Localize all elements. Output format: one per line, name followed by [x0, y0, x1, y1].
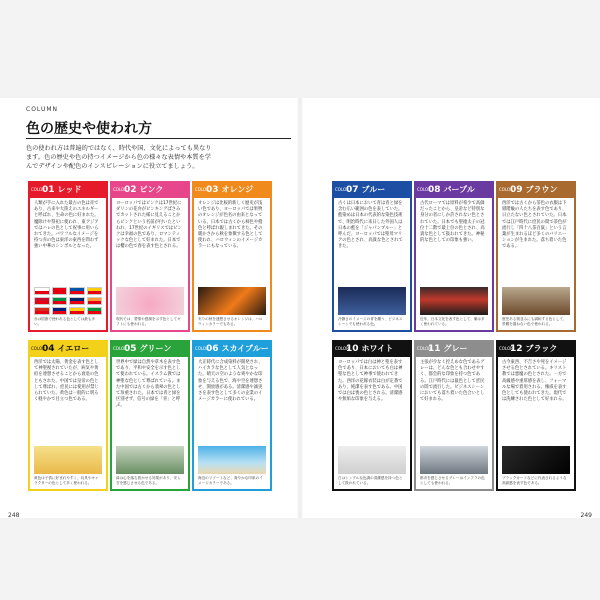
card-color-label: COLOR [195, 186, 209, 192]
flag-icon [34, 287, 50, 295]
card-photo [502, 446, 570, 474]
color-card-06 [192, 340, 272, 491]
card-body-text: 西洋では古くから茶色の衣服は下層階級の人たちを表す色であり、日立たない色とされていた。日本では江戸時代に庶民の間で茶色が流行し「四十八茶百鼠」という言葉が生まれるほど多くのバリエーションが生まれた。落ち着いた色である。 [502, 201, 567, 250]
card-number: 12 [510, 343, 523, 354]
card-body-text: 古代ローマでは原料が希少で高価だったことから、皇帝など特別な身分の者にしか許されない色とされていた。日本でも聖徳太子の冠位十二階で最上位の色とされ、高貴な色として扱われてきた。神秘的な色としての印象も強い。 [420, 201, 485, 244]
card-body-text: 大正時代に合成染料が開発され、ハイカラな色として人気となった。晴天の空のような爽やかな印象を与える色で、海や空を連想させ、開放感がある。清潔感や誠実さを表す色として多くの企業のイメージカラーに使われている。 [198, 360, 263, 403]
card-photo [34, 446, 102, 474]
flag-icon [52, 307, 68, 315]
card-header [332, 181, 412, 198]
card-caption: 都市を感じさせるグレーはインフラの色としても使われる。 [420, 476, 485, 485]
card-color-label: COLOR [499, 186, 513, 192]
card-caption: 白はシンプルな色調の清潔感を持つ色として扱われている。 [338, 476, 403, 485]
card-number: 07 [346, 184, 359, 195]
column-label: COLUMN [26, 106, 59, 113]
flag-icon [87, 307, 103, 315]
card-color-label: COLOR [417, 186, 431, 192]
flag-icon [87, 287, 103, 295]
card-number: 10 [346, 343, 359, 354]
card-number: 03 [206, 184, 219, 195]
color-card-01 [28, 181, 108, 332]
card-photo [420, 446, 488, 474]
card-body-text: 西洋では太陽、黄金を表す色として神聖視されていたが、病気や黄疸を連想させることから衰退の色ともされた。中国では皇帝の色として尊ばれ、庶民には使用が禁じられていた。黄色は一般的に明るく軽やかで目立つ色である。 [34, 360, 99, 403]
card-header [192, 340, 272, 357]
card-color-name: オレンジ [221, 185, 254, 194]
card-caption: 歴史ある街並みにも調和する色として、景観を損ねない色で使われる。 [502, 317, 567, 326]
card-number: 01 [42, 184, 55, 195]
card-header [192, 181, 272, 198]
card-color-name: ピンク [139, 185, 164, 194]
card-body-text: 古今東西、不吉さや死をイメージさせる色とされている。キリスト教では悪魔の色とされた。一方で高級感や重厚感を表し、フォーマルな場で着用される。権威を表す色としても使われてきた。現代では洗練された色として好まれる。 [502, 360, 567, 403]
card-color-name: ホワイト [361, 344, 394, 353]
card-photo [502, 287, 570, 315]
lead-text: 色の使われ方は普遍的ではなく、時代や国、文化によっても異なります。色の歴史や色の持つイメージから色の様々な表情や本質を学んでデザインや配色のインスピレーションに役立てましょう。 [26, 145, 212, 170]
card-header [28, 340, 108, 357]
card-caption: 実りの秋を連想させるオレンジは、ハロウィンカラーでもある。 [198, 317, 263, 326]
card-header [496, 181, 576, 198]
card-color-label: COLOR [499, 345, 513, 351]
card-color-name: レッド [57, 185, 82, 194]
card-color-name: スカイブルー [221, 344, 269, 353]
card-color-name: グリーン [139, 344, 172, 353]
card-header [414, 181, 494, 198]
page-number-left: 248 [8, 512, 20, 519]
card-color-label: COLOR [31, 345, 45, 351]
card-color-name: ブルー [361, 185, 386, 194]
card-number: 08 [428, 184, 441, 195]
page-title: 色の歴史や使われ方 [26, 121, 152, 137]
flag-icon [69, 297, 85, 305]
flag-icon [34, 307, 50, 315]
title-divider [26, 138, 291, 139]
color-card-04 [28, 340, 108, 491]
card-header [496, 340, 576, 357]
card-body-text: ヨーロッパではピンクは17世紀にダリンの花弁がピンキングばさみでカットされた様に見えることからピンクという名前が付いたといわれ、17世紀のイギリスではピンクは幸福の色であり、ロマンティックな色として好まれた。日本では櫻の色で春を表す色とされる。 [116, 201, 182, 250]
card-caption: ブラックカードなどに代表されるような高級感を表す色である。 [502, 476, 567, 485]
card-body-text: 主張が少なく控えめな色であるグレーは、どんな色とも合わせやすく、都会的な印象を持つ色である。江戸時代には鼠色として庶民の間で流行した。ビジネスシーンにおいても落ち着いた色合いとして好まれる。 [420, 360, 485, 403]
card-caption: 緑は心を落ち着かせる効果があり、安らぎを感じさせる色である。 [116, 476, 181, 485]
card-header [332, 340, 412, 357]
card-body-text: ヨーロッパでは白は神と聖を表す色であり、日本においても白は神聖な色として神事で使われてきた。西洋の花嫁衣装は白が定番であり、純潔を表す色である。中国では白は喪の色とされる。清潔感や無垢な印象を与える。 [338, 360, 403, 403]
card-body-text: 古くは日本において青は青と緑を含む広い範囲の色を表していた。藍染めは日本の代表的な染色技術で、明治時代に来日した外国人は日本の藍を「ジャパンブルー」と呼んだ。ヨーロッパでは聖母マリアの色とされ、高貴な色とされてきた。 [338, 201, 403, 250]
card-photo [116, 287, 184, 315]
card-photo [198, 287, 266, 315]
page-number-right: 249 [580, 512, 592, 519]
card-photo [198, 446, 266, 474]
card-body-text: 人類が手に入れた最古の色は赤であり、古来や大陸えのエネルギーと呼ばれ、生命の色に好まれた。魔除けや祭祀に使われ、東アジアではハレの色として祝事に用いられてきた。バワフルなイメージを持つ赤の色は東洋の東西を問わず強い中華のシンボルとなった。 [34, 201, 99, 250]
color-card-09 [496, 181, 576, 332]
card-color-name: ブラウン [525, 185, 558, 194]
flag-icon [52, 287, 68, 295]
card-body-text: オレンジは比較的新しく歴史が浅い色であり、ヨーロッパでは果物のオレンジが色名の由来となっている。日本では古くから柿色や橙色と呼ばれ親しまれてきた。その暖かさから秋を象徴する色として使われ、ハロウィンのイメージカラーにもなっている。 [198, 201, 263, 250]
card-color-label: COLOR [195, 345, 209, 351]
flag-icon [34, 297, 50, 305]
card-color-label: COLOR [31, 186, 45, 192]
card-caption: 冷静さのイメージの青を纏う、ビジネスシーンでも使われる色。 [338, 317, 403, 326]
card-color-label: COLOR [335, 186, 349, 192]
card-number: 06 [206, 343, 219, 354]
card-color-name: ブラック [525, 344, 558, 353]
card-header [28, 181, 108, 198]
card-photo [34, 287, 102, 315]
card-caption: 近年、日本文化を表す色として、紫は多く使われている。 [420, 317, 485, 326]
card-header [110, 340, 190, 357]
flag-icon [87, 297, 103, 305]
card-color-label: COLOR [113, 186, 127, 192]
card-caption: 赤は国旗で使われる色としては最も多い。 [34, 317, 96, 326]
color-card-08 [414, 181, 494, 332]
card-color-name: イエロー [57, 344, 90, 353]
card-caption: 黄色は子供に好まれやすく、玩具やキャラクターの色として多く使われる。 [34, 476, 99, 485]
color-card-07 [332, 181, 412, 332]
card-color-label: COLOR [113, 345, 127, 351]
card-color-name: グレー [443, 344, 468, 353]
color-card-11 [414, 340, 494, 491]
card-photo [116, 446, 184, 474]
color-card-10 [332, 340, 412, 491]
color-card-05 [110, 340, 190, 491]
color-card-03 [192, 181, 272, 332]
color-card-12 [496, 340, 576, 491]
card-photo [338, 446, 406, 474]
card-number: 11 [428, 343, 441, 354]
flag-icon [69, 307, 85, 315]
card-caption: 現代では、愛情や感謝を示す色としてギフトにも使われる。 [116, 317, 181, 326]
card-header [110, 181, 190, 198]
card-color-name: パープル [443, 185, 475, 194]
color-card-02 [110, 181, 190, 332]
card-number: 09 [510, 184, 523, 195]
card-photo [420, 287, 488, 315]
card-color-label: COLOR [335, 345, 349, 351]
gutter [297, 98, 303, 518]
card-caption: 海辺のリゾートなど、爽やかな印象のイメージカラーである。 [198, 476, 263, 485]
card-number: 04 [42, 343, 55, 354]
card-number: 05 [124, 343, 137, 354]
flag-icon [69, 287, 85, 295]
card-body-text: 世界中で緑は自然や草木を表す色であり、平和や安全を示す色として使われている。イスラム教では神聖な色として尊ばれている。また中国では古くから翡翠の色として珍重された。日本では青と緑を区別せず、信号の緑を「青」と呼ぶ。 [116, 360, 181, 409]
card-color-label: COLOR [417, 345, 431, 351]
flag-icon [52, 297, 68, 305]
card-number: 02 [124, 184, 137, 195]
card-header [414, 340, 494, 357]
card-photo [338, 287, 406, 315]
